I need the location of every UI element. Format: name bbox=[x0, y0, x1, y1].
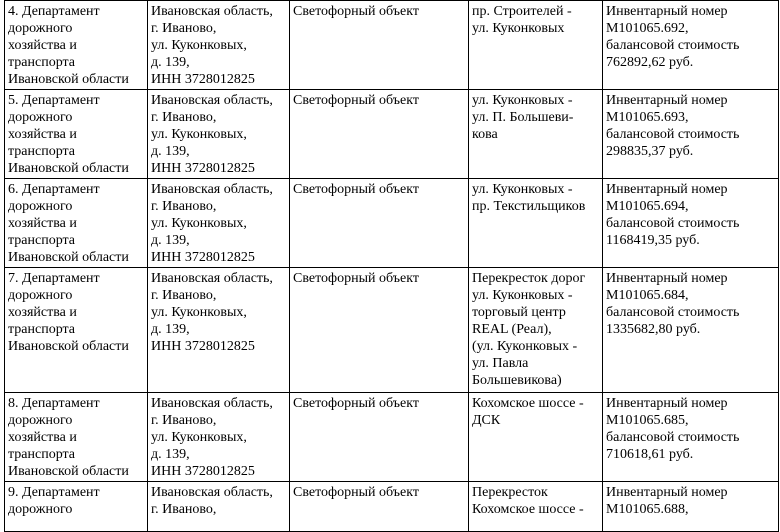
address-cell: Ивановская область, г. Иваново, ул. Куконковых, д. 139, ИНН 3728012825 bbox=[148, 90, 290, 179]
property-table bbox=[4, 0, 779, 532]
details-cell: Инвентарный номер М101065.685, балансовой стоимость 710618,61 руб. bbox=[603, 393, 779, 482]
owner-cell: 5. Департамент дорожного хозяйства и транспорта Ивановской области bbox=[5, 90, 148, 179]
table-row bbox=[5, 393, 779, 482]
address-cell: Ивановская область, г. Иваново, bbox=[148, 482, 290, 532]
details-cell: Инвентарный номер М101065.684, балансовой стоимость 1335682,80 руб. bbox=[603, 268, 779, 393]
details-cell: Инвентарный номер М101065.692, балансовой стоимость 762892,62 руб. bbox=[603, 1, 779, 90]
address-cell: Ивановская область, г. Иваново, ул. Куконковых, д. 139, ИНН 3728012825 bbox=[148, 179, 290, 268]
details-cell: Инвентарный номер М101065.693, балансовой стоимость 298835,37 руб. bbox=[603, 90, 779, 179]
table-row bbox=[5, 1, 779, 90]
object-cell: Светофорный объект bbox=[290, 482, 469, 532]
owner-cell: 6. Департамент дорожного хозяйства и транспорта Ивановской области bbox=[5, 179, 148, 268]
table-row bbox=[5, 268, 779, 393]
details-cell: Инвентарный номер М101065.688, bbox=[603, 482, 779, 532]
address-cell: Ивановская область, г. Иваново, ул. Куконковых, д. 139, ИНН 3728012825 bbox=[148, 268, 290, 393]
object-cell: Светофорный объект bbox=[290, 90, 469, 179]
owner-cell: 4. Департамент дорожного хозяйства и транспорта Ивановской области bbox=[5, 1, 148, 90]
location-cell: ул. Куконковых - ул. П. Большеви- кова bbox=[469, 90, 603, 179]
owner-cell: 7. Департамент дорожного хозяйства и транспорта Ивановской области bbox=[5, 268, 148, 393]
details-cell: Инвентарный номер М101065.694, балансовой стоимость 1168419,35 руб. bbox=[603, 179, 779, 268]
table-row bbox=[5, 90, 779, 179]
location-cell: Перекресток дорог ул. Куконковых - торговый центр REAL (Реал), (ул. Куконковых - ул. Павла Большевикова) bbox=[469, 268, 603, 393]
owner-cell: 9. Департамент дорожного bbox=[5, 482, 148, 532]
location-cell: пр. Строителей - ул. Куконковых bbox=[469, 1, 603, 90]
location-cell: Перекресток Кохомское шоссе - bbox=[469, 482, 603, 532]
owner-cell: 8. Департамент дорожного хозяйства и транспорта Ивановской области bbox=[5, 393, 148, 482]
table-body bbox=[5, 1, 779, 532]
object-cell: Светофорный объект bbox=[290, 268, 469, 393]
table-row bbox=[5, 179, 779, 268]
object-cell: Светофорный объект bbox=[290, 179, 469, 268]
object-cell: Светофорный объект bbox=[290, 1, 469, 90]
address-cell: Ивановская область, г. Иваново, ул. Куконковых, д. 139, ИНН 3728012825 bbox=[148, 1, 290, 90]
address-cell: Ивановская область, г. Иваново, ул. Куконковых, д. 139, ИНН 3728012825 bbox=[148, 393, 290, 482]
location-cell: ул. Куконковых - пр. Текстильщиков bbox=[469, 179, 603, 268]
location-cell: Кохомское шоссе - ДСК bbox=[469, 393, 603, 482]
object-cell: Светофорный объект bbox=[290, 393, 469, 482]
table-row bbox=[5, 482, 779, 532]
